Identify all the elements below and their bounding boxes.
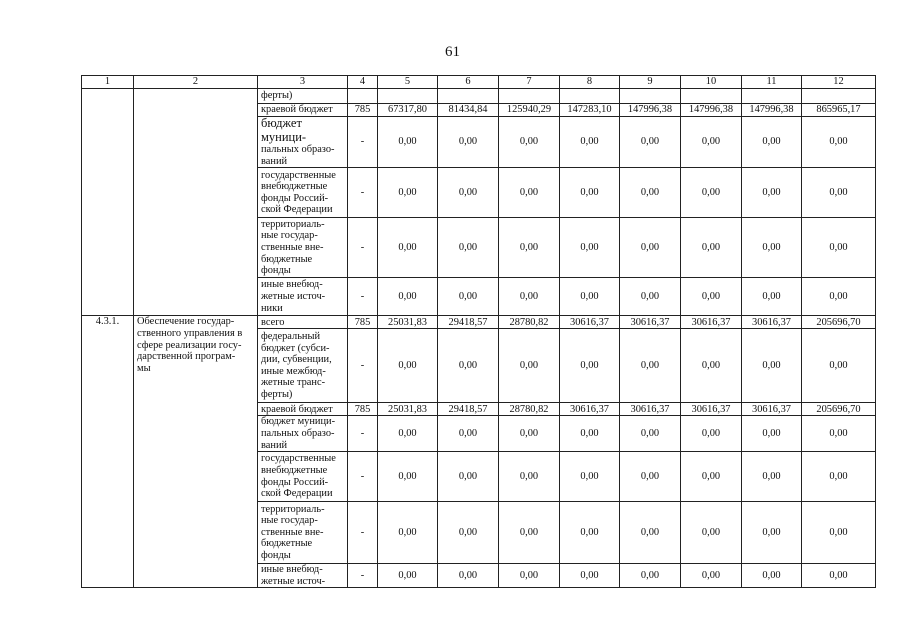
amount-cell: 0,00 bbox=[438, 564, 499, 588]
amount-cell: 0,00 bbox=[378, 329, 438, 403]
amount-cell: 0,00 bbox=[620, 117, 681, 168]
amount-cell: 0,00 bbox=[681, 168, 742, 218]
amount-cell bbox=[438, 89, 499, 104]
amount-cell: 0,00 bbox=[742, 564, 802, 588]
amount-cell: 0,00 bbox=[802, 168, 876, 218]
amount-cell: 29418,57 bbox=[438, 316, 499, 329]
header-cell: 12 bbox=[802, 76, 876, 89]
amount-cell: 147996,38 bbox=[620, 104, 681, 117]
amount-cell: 0,00 bbox=[438, 278, 499, 316]
header-cell: 3 bbox=[258, 76, 348, 89]
amount-cell: 0,00 bbox=[742, 452, 802, 502]
funding-source-cell: государственные внебюджетные фонды Россий- ской Федерации bbox=[258, 452, 348, 502]
amount-cell: 0,00 bbox=[620, 218, 681, 278]
amount-cell: 0,00 bbox=[620, 329, 681, 403]
amount-cell: 25031,83 bbox=[378, 403, 438, 416]
amount-cell: 67317,80 bbox=[378, 104, 438, 117]
amount-cell: 0,00 bbox=[681, 117, 742, 168]
funding-source-cell: территориаль- ные государ- ственные вне- бюджетные фонды bbox=[258, 218, 348, 278]
amount-cell: 0,00 bbox=[681, 278, 742, 316]
code-cell bbox=[348, 89, 378, 104]
amount-cell: 0,00 bbox=[499, 117, 560, 168]
code-cell: - bbox=[348, 117, 378, 168]
amount-cell: 0,00 bbox=[378, 416, 438, 452]
page-number: 61 bbox=[445, 44, 460, 60]
amount-cell: 0,00 bbox=[742, 329, 802, 403]
amount-cell bbox=[499, 89, 560, 104]
funding-source-cell: иные внебюд- жетные источ- ники bbox=[258, 278, 348, 316]
amount-cell: 0,00 bbox=[681, 416, 742, 452]
funding-source-cell: иные внебюд- жетные источ- bbox=[258, 564, 348, 588]
amount-cell bbox=[378, 89, 438, 104]
amount-cell: 0,00 bbox=[560, 416, 620, 452]
amount-cell: 30616,37 bbox=[742, 403, 802, 416]
amount-cell: 125940,29 bbox=[499, 104, 560, 117]
amount-cell: 0,00 bbox=[620, 278, 681, 316]
header-cell: 9 bbox=[620, 76, 681, 89]
amount-cell: 147996,38 bbox=[742, 104, 802, 117]
amount-cell bbox=[742, 89, 802, 104]
amount-cell: 0,00 bbox=[438, 329, 499, 403]
header-cell: 6 bbox=[438, 76, 499, 89]
amount-cell: 0,00 bbox=[499, 168, 560, 218]
amount-cell: 0,00 bbox=[560, 218, 620, 278]
amount-cell: 30616,37 bbox=[620, 403, 681, 416]
amount-cell bbox=[802, 89, 876, 104]
amount-cell: 0,00 bbox=[560, 117, 620, 168]
amount-cell: 0,00 bbox=[620, 502, 681, 564]
amount-cell: 0,00 bbox=[681, 452, 742, 502]
amount-cell: 0,00 bbox=[560, 168, 620, 218]
amount-cell bbox=[560, 89, 620, 104]
amount-cell: 0,00 bbox=[499, 452, 560, 502]
funding-source-cell: государственные внебюджетные фонды Россий- ской Федерации bbox=[258, 168, 348, 218]
amount-cell: 0,00 bbox=[681, 218, 742, 278]
amount-cell: 0,00 bbox=[560, 564, 620, 588]
amount-cell: 30616,37 bbox=[681, 403, 742, 416]
amount-cell: 0,00 bbox=[802, 502, 876, 564]
funding-source-cell: бюджет муници- пальных образо- ваний bbox=[258, 416, 348, 452]
amount-cell: 0,00 bbox=[378, 278, 438, 316]
amount-cell: 0,00 bbox=[742, 117, 802, 168]
header-row bbox=[82, 76, 876, 89]
amount-cell: 0,00 bbox=[499, 502, 560, 564]
amount-cell: 147283,10 bbox=[560, 104, 620, 117]
amount-cell: 28780,82 bbox=[499, 316, 560, 329]
amount-cell: 0,00 bbox=[742, 416, 802, 452]
amount-cell: 0,00 bbox=[438, 218, 499, 278]
amount-cell: 30616,37 bbox=[620, 316, 681, 329]
amount-cell: 0,00 bbox=[438, 416, 499, 452]
budget-table bbox=[81, 75, 876, 588]
amount-cell: 0,00 bbox=[742, 278, 802, 316]
header-cell: 2 bbox=[134, 76, 258, 89]
amount-cell: 205696,70 bbox=[802, 403, 876, 416]
item-code-cell: 4.3.1. bbox=[82, 316, 134, 588]
code-cell: 785 bbox=[348, 104, 378, 117]
amount-cell: 0,00 bbox=[499, 416, 560, 452]
code-cell: - bbox=[348, 278, 378, 316]
amount-cell: 0,00 bbox=[378, 117, 438, 168]
amount-cell: 0,00 bbox=[499, 218, 560, 278]
amount-cell: 0,00 bbox=[681, 502, 742, 564]
amount-cell: 29418,57 bbox=[438, 403, 499, 416]
amount-cell: 0,00 bbox=[802, 117, 876, 168]
code-cell: - bbox=[348, 564, 378, 588]
amount-cell: 0,00 bbox=[499, 329, 560, 403]
amount-cell bbox=[681, 89, 742, 104]
amount-cell: 0,00 bbox=[802, 218, 876, 278]
amount-cell: 0,00 bbox=[620, 452, 681, 502]
amount-cell: 0,00 bbox=[802, 278, 876, 316]
code-cell: - bbox=[348, 218, 378, 278]
amount-cell: 0,00 bbox=[620, 168, 681, 218]
amount-cell: 147996,38 bbox=[681, 104, 742, 117]
item-code-cell bbox=[82, 89, 134, 316]
amount-cell: 0,00 bbox=[742, 502, 802, 564]
amount-cell: 0,00 bbox=[438, 502, 499, 564]
amount-cell: 0,00 bbox=[802, 416, 876, 452]
amount-cell: 0,00 bbox=[802, 564, 876, 588]
amount-cell: 0,00 bbox=[378, 452, 438, 502]
amount-cell: 0,00 bbox=[499, 278, 560, 316]
funding-source-cell: территориаль- ные государ- ственные вне- бюджетные фонды bbox=[258, 502, 348, 564]
code-cell: 785 bbox=[348, 316, 378, 329]
amount-cell: 0,00 bbox=[742, 168, 802, 218]
amount-cell: 0,00 bbox=[378, 502, 438, 564]
code-cell: - bbox=[348, 452, 378, 502]
header-cell: 10 bbox=[681, 76, 742, 89]
item-name-cell bbox=[134, 89, 258, 316]
amount-cell: 0,00 bbox=[438, 168, 499, 218]
funding-source-cell: краевой бюджет bbox=[258, 104, 348, 117]
amount-cell: 81434,84 bbox=[438, 104, 499, 117]
header-cell: 7 bbox=[499, 76, 560, 89]
code-cell: - bbox=[348, 329, 378, 403]
amount-cell: 25031,83 bbox=[378, 316, 438, 329]
amount-cell: 0,00 bbox=[620, 564, 681, 588]
amount-cell: 0,00 bbox=[560, 452, 620, 502]
amount-cell: 0,00 bbox=[499, 564, 560, 588]
table-row bbox=[82, 89, 876, 104]
amount-cell: 0,00 bbox=[620, 416, 681, 452]
amount-cell: 0,00 bbox=[560, 502, 620, 564]
header-cell: 4 bbox=[348, 76, 378, 89]
header-cell: 1 bbox=[82, 76, 134, 89]
funding-source-cell: ферты) bbox=[258, 89, 348, 104]
header-cell: 11 bbox=[742, 76, 802, 89]
code-cell: - bbox=[348, 502, 378, 564]
amount-cell: 0,00 bbox=[378, 218, 438, 278]
header-cell: 8 bbox=[560, 76, 620, 89]
amount-cell: 0,00 bbox=[742, 218, 802, 278]
funding-source-cell: всего bbox=[258, 316, 348, 329]
funding-source-cell: краевой бюджет bbox=[258, 403, 348, 416]
item-name-cell: Обеспечение государ- ственного управления в сфере реализации госу- дарственной програм- мы bbox=[134, 316, 258, 588]
amount-cell: 0,00 bbox=[560, 329, 620, 403]
amount-cell: 865965,17 bbox=[802, 104, 876, 117]
amount-cell: 0,00 bbox=[560, 278, 620, 316]
amount-cell: 205696,70 bbox=[802, 316, 876, 329]
funding-source-cell: бюджет муници- пальных образо- ваний bbox=[258, 117, 348, 168]
funding-source-cell: федеральный бюджет (субси- дии, субвенции, иные межбюд- жетные транс- ферты) bbox=[258, 329, 348, 403]
amount-cell: 0,00 bbox=[681, 329, 742, 403]
amount-cell bbox=[620, 89, 681, 104]
amount-cell: 30616,37 bbox=[681, 316, 742, 329]
amount-cell: 0,00 bbox=[378, 168, 438, 218]
amount-cell: 0,00 bbox=[438, 452, 499, 502]
amount-cell: 0,00 bbox=[378, 564, 438, 588]
code-cell: 785 bbox=[348, 403, 378, 416]
code-cell: - bbox=[348, 168, 378, 218]
amount-cell: 28780,82 bbox=[499, 403, 560, 416]
amount-cell: 30616,37 bbox=[560, 403, 620, 416]
amount-cell: 0,00 bbox=[802, 329, 876, 403]
code-cell: - bbox=[348, 416, 378, 452]
amount-cell: 0,00 bbox=[438, 117, 499, 168]
amount-cell: 30616,37 bbox=[560, 316, 620, 329]
amount-cell: 0,00 bbox=[802, 452, 876, 502]
amount-cell: 30616,37 bbox=[742, 316, 802, 329]
amount-cell: 0,00 bbox=[681, 564, 742, 588]
table-row bbox=[82, 316, 876, 329]
header-cell: 5 bbox=[378, 76, 438, 89]
